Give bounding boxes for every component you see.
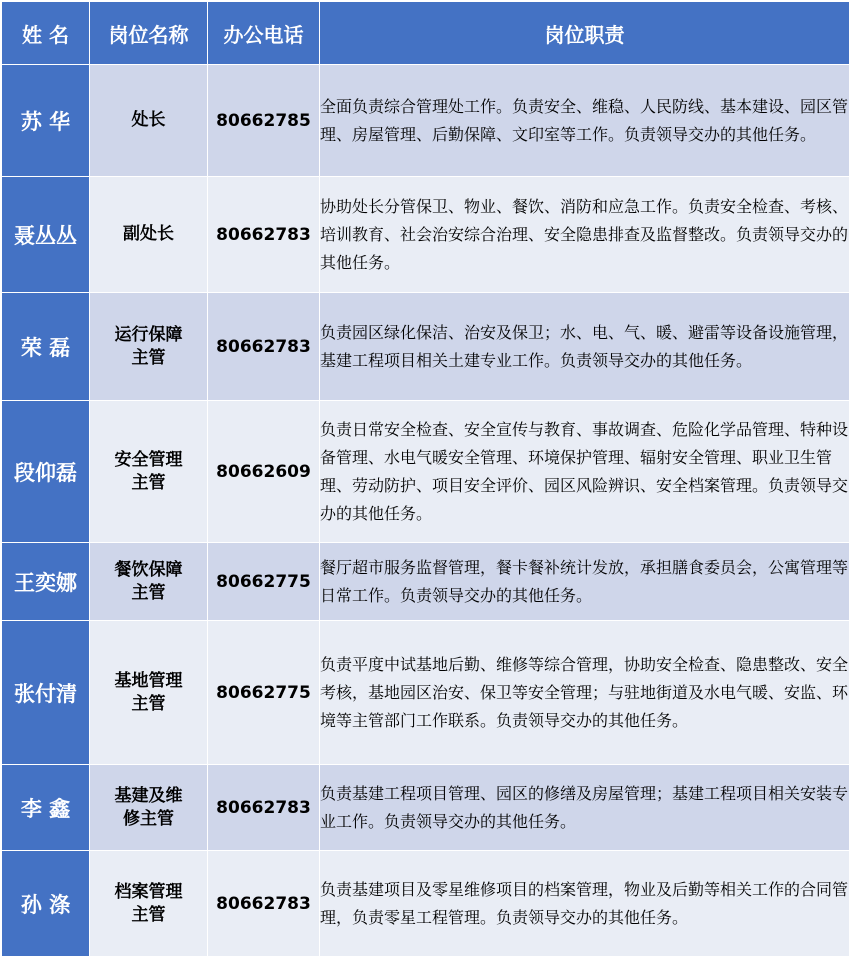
duty-cell: 全面负责综合管理处工作。负责安全、维稳、人民防线、基本建设、园区管理、房屋管理、后勤保障、文印室等工作。负责领导交办的其他任务。 — [320, 65, 850, 177]
position-title: 基建及维修主管 — [114, 785, 183, 829]
table-row — [2, 293, 850, 401]
position-cell — [90, 765, 208, 851]
person-name: 苏 华 — [20, 109, 71, 134]
table-row — [2, 65, 850, 177]
table-row — [2, 851, 850, 957]
position-title: 副处长 — [123, 224, 174, 244]
position-title: 基地管理主管 — [114, 670, 183, 714]
table-row — [2, 543, 850, 621]
person-name: 张付清 — [14, 681, 77, 706]
phone-cell: 80662775 — [208, 621, 320, 765]
position-cell — [90, 621, 208, 765]
phone-cell: 80662783 — [208, 851, 320, 957]
phone-cell: 80662775 — [208, 543, 320, 621]
duty-cell: 负责基建工程项目管理、园区的修缮及房屋管理；基建工程项目相关安装专业工作。负责领导交办的其他任务。 — [320, 765, 850, 851]
name-cell — [2, 65, 90, 177]
phone-cell: 80662783 — [208, 177, 320, 293]
person-name: 李 鑫 — [20, 796, 71, 821]
position-cell — [90, 401, 208, 543]
duty-cell: 餐厅超市服务监督管理，餐卡餐补统计发放，承担膳食委员会，公寓管理等日常工作。负责领导交办的其他任务。 — [320, 543, 850, 621]
staff-duty-table — [1, 1, 850, 957]
position-cell — [90, 177, 208, 293]
position-cell — [90, 851, 208, 957]
person-name: 荣 磊 — [20, 335, 71, 360]
duty-cell: 协助处长分管保卫、物业、餐饮、消防和应急工作。负责安全检查、考核、培训教育、社会治安综合治理、安全隐患排查及监督整改。负责领导交办的其他任务。 — [320, 177, 850, 293]
person-name: 聂丛丛 — [14, 223, 77, 248]
table-row — [2, 621, 850, 765]
name-cell — [2, 543, 90, 621]
duty-cell: 负责平度中试基地后勤、维修等综合管理，协助安全检查、隐患整改、安全考核，基地园区治安、保卫等安全管理；与驻地街道及水电气暖、安监、环境等主管部门工作联系。负责领导交办的其他任务。 — [320, 621, 850, 765]
header-duty: 岗位职责 — [320, 2, 850, 65]
position-cell — [90, 293, 208, 401]
duty-cell: 负责日常安全检查、安全宣传与教育、事故调查、危险化学品管理、特种设备管理、水电气暖安全管理、环境保护管理、辐射安全管理、职业卫生管理、劳动防护、项目安全评价、园区风险辨识、安全档案管理。负责领导交办的其他任务。 — [320, 401, 850, 543]
name-cell — [2, 177, 90, 293]
phone-cell: 80662609 — [208, 401, 320, 543]
name-cell — [2, 293, 90, 401]
phone-cell: 80662785 — [208, 65, 320, 177]
name-cell — [2, 401, 90, 543]
header-position: 岗位名称 — [90, 2, 208, 65]
position-title: 餐饮保障主管 — [114, 559, 183, 603]
table-row — [2, 401, 850, 543]
phone-cell: 80662783 — [208, 765, 320, 851]
person-name: 孙 涤 — [20, 892, 71, 917]
table-header — [2, 2, 850, 65]
duty-cell: 负责基建项目及零星维修项目的档案管理，物业及后勤等相关工作的合同管理，负责零星工程管理。负责领导交办的其他任务。 — [320, 851, 850, 957]
name-cell — [2, 851, 90, 957]
position-title: 档案管理主管 — [114, 881, 183, 925]
position-cell — [90, 65, 208, 177]
person-name: 王奕娜 — [14, 570, 77, 595]
table-body — [2, 65, 850, 957]
header-name: 姓 名 — [2, 2, 90, 65]
position-title: 安全管理主管 — [114, 449, 183, 493]
header-phone: 办公电话 — [208, 2, 320, 65]
name-cell — [2, 765, 90, 851]
duty-cell: 负责园区绿化保洁、治安及保卫；水、电、气、暖、避雷等设备设施管理，基建工程项目相关土建专业工作。负责领导交办的其他任务。 — [320, 293, 850, 401]
position-cell — [90, 543, 208, 621]
name-cell — [2, 621, 90, 765]
position-title: 处长 — [131, 110, 166, 130]
position-title: 运行保障主管 — [114, 324, 183, 368]
table-row — [2, 177, 850, 293]
person-name: 段仰磊 — [14, 460, 77, 485]
header-row — [2, 2, 850, 65]
phone-cell: 80662783 — [208, 293, 320, 401]
table-row — [2, 765, 850, 851]
